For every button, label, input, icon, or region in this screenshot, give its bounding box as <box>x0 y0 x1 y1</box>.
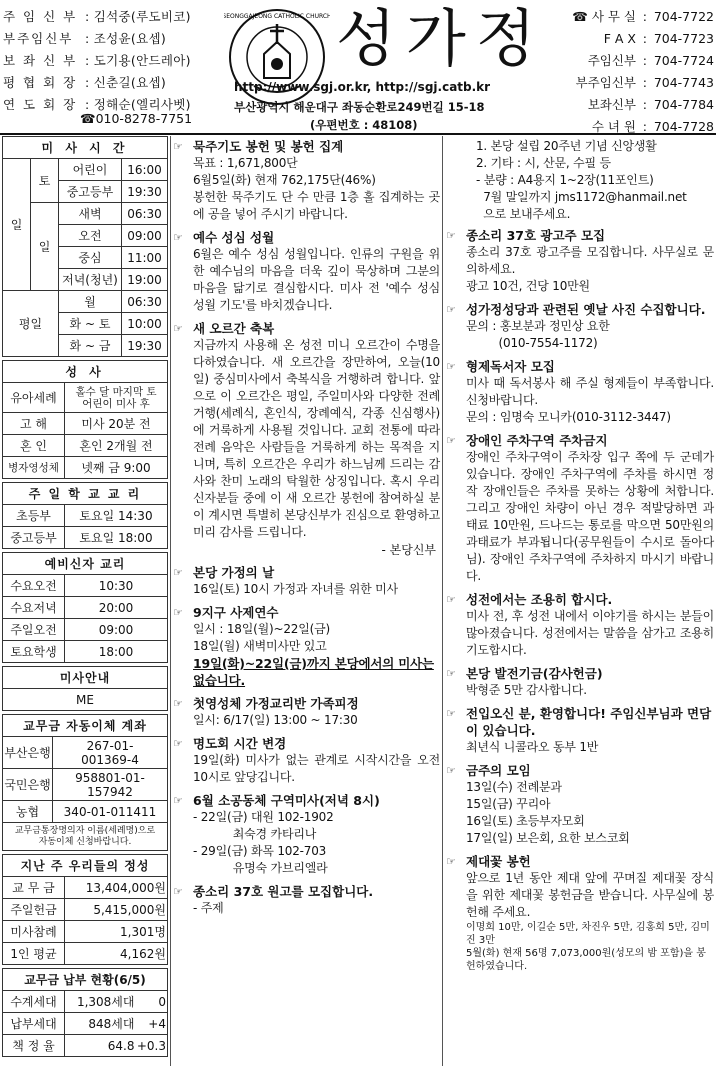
notice-body: 앞으로 1년 동안 제대 앞에 꾸며질 제대꽃 장식을 위한 제대꽃 봉헌금을 받습니다. 사무실에 봉헌해 주세요. <box>466 871 714 919</box>
day-label: 일 <box>31 203 59 291</box>
website-links[interactable]: http://www.sgj.or.kr, http://sgj.catb.kr <box>234 80 491 94</box>
pointing-hand-icon: ☞ <box>446 667 456 680</box>
dues-value: 64.8 <box>65 1035 136 1057</box>
sidebar <box>2 136 168 1057</box>
notice-body: 일시: 6/17(일) 13:00 ~ 17:30 <box>193 713 358 727</box>
pointing-hand-icon: ☞ <box>446 593 456 606</box>
offering-label: 교 무 금 <box>3 877 65 899</box>
autopay-table <box>2 714 168 851</box>
contact-list: ☎ 사 무 실 : 704-7722 F A X : 704-7723 주임신부 : 704-7724 부주임신부 : 704-7743 보좌신부 : 704-7784 수 녀 원 : 704-7728 <box>560 5 714 137</box>
sacraments-title: 성 사 <box>3 361 168 383</box>
notice-body: 장애인 주차구역이 주차장 입구 쪽에 두 군데가 있습니다. 장애인 주차구역에 주차를 하시면 정작 장애인들은 주차를 못하는 상황에 처합니다. 그리고 장애인 차량이 아닌 경우 적발당하면 과태료 10만원, 드나드는 통로를 막으면 50만원의 과태료가 부과됩니다(공무원들이 수시로 돌아다님). 장애인 주차구역에 주차하지 마시기 바랍니다. <box>466 450 714 583</box>
notice-quiet <box>446 591 714 659</box>
pointing-hand-icon: ☞ <box>173 737 183 750</box>
pointing-hand-icon: ☞ <box>173 885 183 898</box>
notice-title: 첫영성체 가정교리반 가족피정 <box>193 696 359 711</box>
pointing-hand-icon: ☞ <box>446 229 456 242</box>
notice-title: 명도회 시간 변경 <box>193 736 287 751</box>
sacrament-schedule: 넷째 금 9:00 <box>65 457 168 479</box>
notice-continuation: 1. 본당 설립 20주년 기념 신앙생활 2. 기타 : 시, 산문, 수필 등 - 분량 : A4용지 1~2장(11포인트) 7월 말일까지 jms1172@hanmail.net 으로 보내주세요. <box>476 139 687 221</box>
saturday-label: 토 <box>31 159 59 203</box>
offering-value: 5,415,000원 <box>65 899 168 921</box>
dues-value: 1,308세대 <box>65 991 136 1013</box>
staff-role: 평 협 회 장 <box>3 75 78 90</box>
notice-title: 6월 소공동체 구역미사(저녁 8시) <box>193 793 380 808</box>
notice-body: - 주제 <box>193 901 224 915</box>
notice-body: 최년식 니콜라오 동부 1반 <box>466 740 599 754</box>
notice-body: 종소리 37호 광고주를 모집합니다. 사무실로 문의하세요. 광고 10건, 건당 10만원 <box>466 245 714 293</box>
mass-time: 19:30 <box>121 335 167 357</box>
notice-title: 본당 가정의 날 <box>193 565 275 580</box>
class-name: 초등부 <box>3 505 65 527</box>
class-name: 수요오전 <box>3 575 65 597</box>
dues-change: +0.3 <box>135 1035 167 1057</box>
pointing-hand-icon: ☞ <box>446 434 456 447</box>
contact-label: 주임신부 <box>587 53 636 68</box>
notice-body: 목표 : 1,671,800단 6월5일(화) 현재 762,175단(46%) 봉헌한 묵주기도 단 수 만큼 1층 홀 집계하는 곳에 공을 넣어 주시기 바랍니다. <box>193 156 440 221</box>
contact-label: 보좌신부 <box>587 97 636 112</box>
contact-label: F A X <box>603 30 636 46</box>
offering-label: 1인 평균 <box>3 943 65 965</box>
notice-first-communion <box>173 695 440 729</box>
staff-name: 도기용(안드레아) <box>93 53 191 68</box>
mass-time: 19:30 <box>121 181 167 203</box>
catechumen-table <box>2 552 168 663</box>
dues-change: +4 <box>135 1013 167 1035</box>
staff-role: 주 임 신 부 <box>3 9 78 24</box>
notice-title: 묵주기도 봉헌 및 봉헌 집계 <box>193 139 344 154</box>
pointing-hand-icon: ☞ <box>446 707 456 720</box>
church-address: 부산광역시 해운대구 좌동순환로249번길 15-18 <box>234 100 485 114</box>
notice-body: 6월은 예수 성심 성월입니다. 인류의 구원을 위한 예수님의 마음을 더욱 깊이 묵상하며 그분의 마음을 닮기로 결심합시다. 미사 전 '예수 성심 성월 기도'를 바치겠습니다. <box>193 247 440 312</box>
notice-newcomers <box>446 705 714 756</box>
staff-list: 주 임 신 부 : 김석중(루도비코) 부주임신부 : 조성윤(요셉) 보 좌 신 부 : 도기용(안드레아) 평 협 회 장 : 신춘길(요셉) 연 도 회 장 : 정해순(엘리사벳) <box>3 8 191 112</box>
notice-title: 성가정성당과 관련된 옛날 사진 수집합니다. <box>466 302 706 317</box>
notice-signature: - 본당신부 <box>381 543 436 557</box>
class-time: 토요일 18:00 <box>65 527 168 549</box>
notice-emphasis: 19일(화)~22일(금)까지 본당에서의 미사는 없습니다. <box>193 656 434 688</box>
notice-body: 일시 : 18일(월)~22일(금) 18일(월) 새벽미사만 있고 <box>193 622 330 653</box>
contact-number: 704-7723 <box>653 30 714 46</box>
notice-body: 박형준 5만 감사합니다. <box>466 683 587 697</box>
pointing-hand-icon: ☞ <box>173 794 183 807</box>
mass-label: 화 ~ 토 <box>59 313 122 335</box>
mass-label: 어린이 <box>59 159 122 181</box>
bank-account: 267-01- 001369-4 <box>53 737 168 769</box>
offering-value: 4,162원 <box>65 943 168 965</box>
offering-label: 주일헌금 <box>3 899 65 921</box>
contact-label: 부주임신부 <box>575 75 636 90</box>
class-time: 토요일 14:30 <box>65 505 168 527</box>
autopay-note: 교무금통장명의자 이름(세례명)으로 자동이체 신청바랍니다. <box>3 823 168 851</box>
pointing-hand-icon: ☞ <box>173 566 183 579</box>
dues-value: 848세대 <box>65 1013 136 1035</box>
notice-schedule-change <box>173 735 440 786</box>
pointing-hand-icon: ☞ <box>173 322 183 335</box>
bank-name: 국민은행 <box>3 769 53 801</box>
sunday-label: 일 <box>3 159 31 291</box>
notice-body: 16일(토) 10시 가정과 자녀를 위한 미사 <box>193 582 398 596</box>
notice-old-photos <box>446 301 714 352</box>
mass-time: 16:00 <box>121 159 167 181</box>
offering-value: 13,404,000원 <box>65 877 168 899</box>
svg-text:SEONGGAJEONG CATHOLIC CHURCH: SEONGGAJEONG CATHOLIC CHURCH <box>224 13 330 20</box>
notice-body: 19일(화) 미사가 없는 관계로 시작시간을 오전 10시로 앞당깁니다. <box>193 753 440 784</box>
notice-column-2 <box>446 138 714 979</box>
notice-priest-training <box>173 604 440 689</box>
offering-label: 미사참례 <box>3 921 65 943</box>
class-name: 토요학생 <box>3 641 65 663</box>
mass-label: 화 ~ 금 <box>59 335 122 357</box>
dues-change: 0 <box>135 991 167 1013</box>
sacrament-schedule: 홀수 달 마지막 토 어린이 미사 후 <box>65 383 168 413</box>
pointing-hand-icon: ☞ <box>173 231 183 244</box>
class-name: 주일오전 <box>3 619 65 641</box>
mass-guide-title: 미사안내 <box>3 667 168 689</box>
mass-time: 10:00 <box>121 313 167 335</box>
column-divider <box>442 136 443 1066</box>
class-time: 18:00 <box>65 641 168 663</box>
notice-title: 금주의 모임 <box>466 763 531 778</box>
pointing-hand-icon: ☞ <box>173 697 183 710</box>
mass-time: 09:00 <box>121 225 167 247</box>
contact-phone: ☎010-8278-7751 <box>80 111 193 126</box>
notice-manuscripts <box>173 883 440 917</box>
pointing-hand-icon: ☞ <box>446 764 456 777</box>
mass-guide-value: ME <box>3 689 168 711</box>
mass-times-table <box>2 136 168 357</box>
dues-label: 수계세대 <box>3 991 65 1013</box>
staff-role: 보 좌 신 부 <box>3 53 78 68</box>
dues-title: 교무금 납부 현황(6/5) <box>3 969 168 991</box>
pointing-hand-icon: ☞ <box>173 606 183 619</box>
mass-label: 저녁(청년) <box>59 269 122 291</box>
offerings-title: 지난 주 우리들의 정성 <box>3 855 168 877</box>
sacrament-name: 혼 인 <box>3 435 65 457</box>
notice-title: 제대꽃 봉헌 <box>466 854 531 869</box>
mass-time: 11:00 <box>121 247 167 269</box>
staff-role: 연 도 회 장 <box>3 97 78 112</box>
mass-guide-table <box>2 666 168 711</box>
contact-number: 704-7743 <box>653 74 714 90</box>
notice-body: - 22일(금) 대원 102-1902 최숙경 카타리나 - 29일(금) 화목 102-703 유명숙 가브리엘라 <box>193 810 334 875</box>
notice-development-fund <box>446 665 714 699</box>
notice-sacred-heart <box>173 229 440 314</box>
sacrament-name: 유아세례 <box>3 383 65 413</box>
sacrament-schedule: 미사 20분 전 <box>65 413 168 435</box>
contact-number: 704-7724 <box>653 52 714 68</box>
catechumen-title: 예비신자 교리 <box>3 553 168 575</box>
sacrament-name: 병자영성체 <box>3 457 65 479</box>
mass-time: 06:30 <box>121 203 167 225</box>
bank-account: 958801-01- 157942 <box>53 769 168 801</box>
staff-name: 김석중(루도비코) <box>93 9 191 24</box>
notice-advertisers <box>446 227 714 295</box>
notice-body: 미사 때 독서봉사 해 주실 형제들이 부족합니다. 신청바랍니다. 문의 : 임명숙 모니카(010-3112-3447) <box>466 376 714 424</box>
class-time: 10:30 <box>65 575 168 597</box>
notice-column-1 <box>173 138 440 923</box>
mass-label: 중고등부 <box>59 181 122 203</box>
dues-label: 납부세대 <box>3 1013 65 1035</box>
pointing-hand-icon: ☞ <box>446 303 456 316</box>
bank-account: 340-01-011411 <box>53 801 168 823</box>
sunday-school-title: 주 일 학 교 교 리 <box>3 483 168 505</box>
notice-family-day <box>173 564 440 598</box>
notice-title: 전입오신 분, 환영합니다! 주임신부님과 면담이 있습니다. <box>466 706 712 738</box>
contact-number: 704-7722 <box>653 8 714 24</box>
notice-title: 종소리 37호 광고주 모집 <box>466 228 606 243</box>
notice-body: 지금까지 사용해 온 성전 미니 오르간이 수명을 다하였습니다. 새 오르간을 장만하여, 오늘(10일) 중심미사에서 축복식을 거행하려 합니다. 앞으로 이 오르간은 평일, 주일미사와 다양한 전례 거행(세례식, 혼인식, 장례예식, 각종 신심행사)에 거룩하게 사용될 것입니다. 교회 전통에 따라 전례 음악은 사람들을 거룩하게 하는 목적을 지니며, 특히 오르간은 우리가 하느님께 드리는 감사와 찬미 노래의 탁월한 상징입니다. 혹시 우리 신자분들 중에 이 새 오르간 봉헌에 참여하실 분이 계시면 특별히 본당신부가 진심으로 환영하고 미리 감사를 드립니다. <box>193 338 440 539</box>
zip-code: (우편번호 : 48108) <box>310 118 418 132</box>
donor-list: 이명희 10만, 이길순 5만, 차진우 5만, 김홍희 5만, 김미진 3만 5월(화) 현재 56명 7,073,000원(성모의 밤 포함)을 봉헌하였습니다. <box>466 922 710 972</box>
class-name: 중고등부 <box>3 527 65 549</box>
sacrament-name: 고 해 <box>3 413 65 435</box>
bank-name: 농협 <box>3 801 53 823</box>
contact-number: 704-7784 <box>653 96 714 112</box>
notice-body: 문의 : 홍보분과 정민상 요한 (010-7554-1172) <box>466 319 610 350</box>
notice-lectors <box>446 358 714 426</box>
header-divider <box>0 133 716 135</box>
pointing-hand-icon: ☞ <box>173 140 183 153</box>
staff-name: 조성윤(요셉) <box>93 31 167 46</box>
sacraments-table <box>2 360 168 479</box>
contact-number: 704-7728 <box>653 118 714 134</box>
dues-label: 책 정 율 <box>3 1035 65 1057</box>
staff-name: 신춘길(요셉) <box>93 75 167 90</box>
column-divider <box>170 136 171 1066</box>
notice-body: 미사 전, 후 성전 내에서 이야기를 하시는 분들이 많아졌습니다. 성전에서는 말씀을 삼가고 조용히 기도합시다. <box>466 609 714 657</box>
offerings-table <box>2 854 168 965</box>
notice-title: 장애인 주차구역 주차금지 <box>466 433 608 448</box>
mass-times-title: 미 사 시 간 <box>3 137 168 159</box>
pointing-hand-icon: ☞ <box>446 855 456 868</box>
notice-organ <box>173 320 440 558</box>
notice-title: 본당 발전기금(감사헌금) <box>466 666 603 681</box>
notice-title: 종소리 37호 원고를 모집합니다. <box>193 884 374 899</box>
contact-label: ☎ 사 무 실 <box>572 9 636 24</box>
mass-time: 06:30 <box>121 291 167 313</box>
mass-label: 오전 <box>59 225 122 247</box>
notice-parking <box>446 432 714 585</box>
notice-body: 13일(수) 전례분과 15일(금) 꾸리아 16일(토) 초등부자모회 17일(일) 보은회, 요한 보스코회 <box>466 780 630 845</box>
mass-time: 19:00 <box>121 269 167 291</box>
bank-name: 부산은행 <box>3 737 53 769</box>
mass-label: 새벽 <box>59 203 122 225</box>
staff-role: 부주임신부 <box>3 31 74 46</box>
notice-title: 9지구 사제연수 <box>193 605 279 620</box>
bulletin-title: 성가정 <box>336 2 546 75</box>
staff-name: 정해순(엘리사벳) <box>93 97 191 112</box>
autopay-title: 교무금 자동이체 계좌 <box>3 715 168 737</box>
notice-altar-flowers <box>446 853 714 973</box>
weekday-label: 평일 <box>3 291 59 357</box>
mass-label: 월 <box>59 291 122 313</box>
mass-label: 중심 <box>59 247 122 269</box>
notice-title: 형제독서자 모집 <box>466 359 555 374</box>
sunday-school-table <box>2 482 168 549</box>
notice-meetings <box>446 762 714 847</box>
sacrament-schedule: 혼인 2개월 전 <box>65 435 168 457</box>
contact-label: 수 녀 원 <box>591 119 636 134</box>
offering-value: 1,301명 <box>65 921 168 943</box>
notice-title: 성전에서는 조용히 합시다. <box>466 592 613 607</box>
notice-title: 새 오르간 축복 <box>193 321 275 336</box>
notice-title: 예수 성심 성월 <box>193 230 275 245</box>
dues-table <box>2 968 168 1057</box>
class-time: 09:00 <box>65 619 168 641</box>
pointing-hand-icon: ☞ <box>446 360 456 373</box>
notice-rosary <box>173 138 440 223</box>
class-time: 20:00 <box>65 597 168 619</box>
class-name: 수요저녁 <box>3 597 65 619</box>
notice-small-community <box>173 792 440 877</box>
